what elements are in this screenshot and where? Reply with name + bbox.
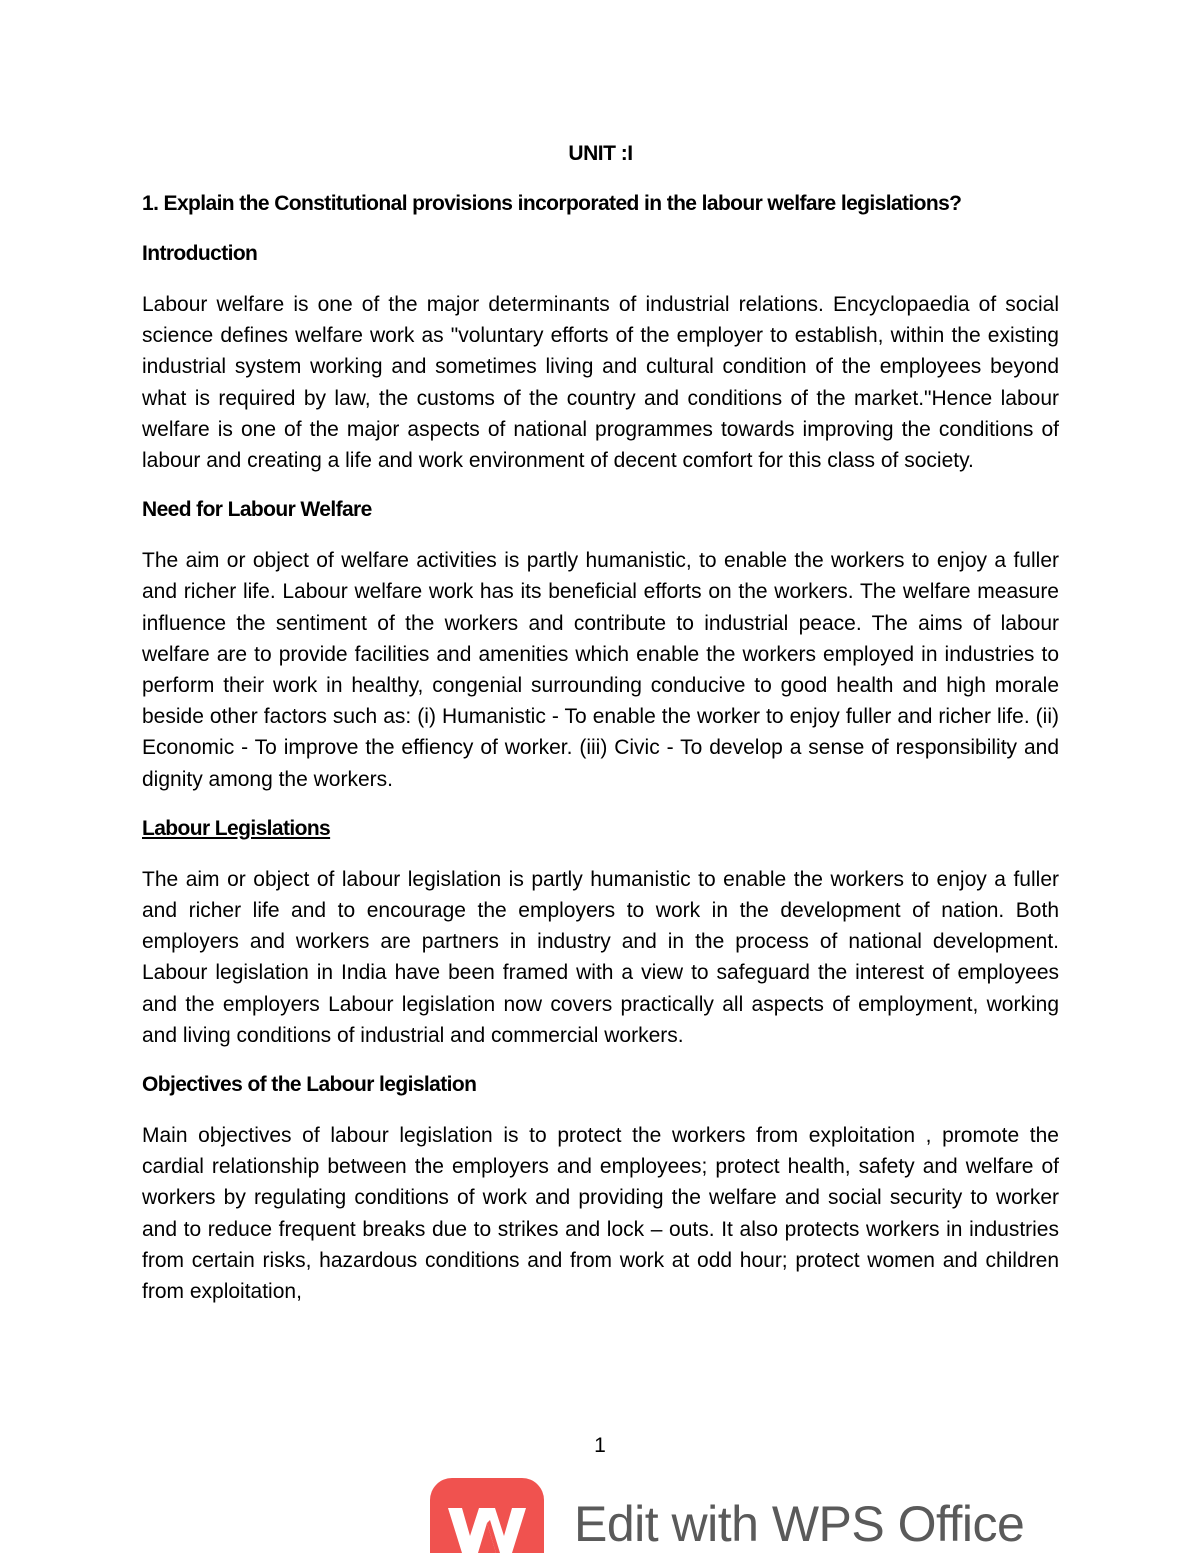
section-heading: Introduction <box>142 242 258 265</box>
unit-title: UNIT :I <box>568 142 633 165</box>
section-paragraph: Main objectives of labour legislation is to protect the workers from exploitation , promote the cardial relationship between the employers and employees; protect health, safety and welfare of workers by regulating conditions of work and providing the welfare and social security to worker and to reduce frequent breaks due to strikes and lock – outs. It also protects workers in industries from certain risks, hazardous conditions and from work at odd hour; protect women and children from exploitation, <box>142 1124 1059 1304</box>
wps-banner-text: Edit with WPS Office <box>574 1496 1025 1552</box>
section-heading: Need for Labour Welfare <box>142 498 372 522</box>
section-paragraph: The aim or object of welfare activities is partly humanistic, to enable the workers to enjoy a fuller and richer life. Labour welfare work has its beneficial efforts on the workers. The welfare measure influence the sentiment of the workers and contribute to industrial peace. The aims of labour welfare are to provide facilities and amenities which enable the workers employed in industries to perform their work in healthy, congenial surrounding conducive to good health and high morale beside other factors such as: (i) Humanistic - To enable the worker to enjoy fuller and richer life. (ii) Economic - To improve the effiency of worker. (iii) Civic - To develop a sense of responsibility and dignity among the workers. <box>142 549 1059 791</box>
section-introduction <box>142 240 1059 476</box>
page-number: 1 <box>594 1434 606 1457</box>
section-heading: Objectives of the Labour legislation <box>142 1073 477 1097</box>
section-paragraph: The aim or object of labour legislation is partly humanistic to enable the workers to enjoy a fuller and richer life and to encourage the employers to work in the development of nation. Both employers and workers are partners in industry and in the process of national development. Labour legislation in India have been framed with a view to safeguard the interest of employees and the employers Labour legislation now covers practically all aspects of employment, working and living conditions of industrial and commercial workers. <box>142 867 1059 1047</box>
question-heading: 1. Explain the Constitutional provisions incorporated in the labour welfare legislations? <box>142 192 962 215</box>
section-labour-legislations <box>142 815 1059 1051</box>
document-content <box>142 140 1059 1327</box>
edit-with-wps-banner[interactable] <box>430 1478 1050 1553</box>
wps-w-logo-icon <box>430 1478 544 1553</box>
section-need-for-labour-welfare <box>142 496 1059 795</box>
section-paragraph: Labour welfare is one of the major determinants of industrial relations. Encyclopaedia of social science defines welfare work as "voluntary efforts of the employer to establish, within the existing industrial system working and sometimes living and cultural condition of the employees beyond what is required by law, the customs of the country and conditions of the market."Hence labour welfare is one of the major aspects of national programmes towards improving the conditions of labour and creating a life and work environment of decent comfort for this class of society. <box>142 293 1059 473</box>
section-heading: Labour Legislations <box>142 816 331 840</box>
section-objectives <box>142 1071 1059 1307</box>
